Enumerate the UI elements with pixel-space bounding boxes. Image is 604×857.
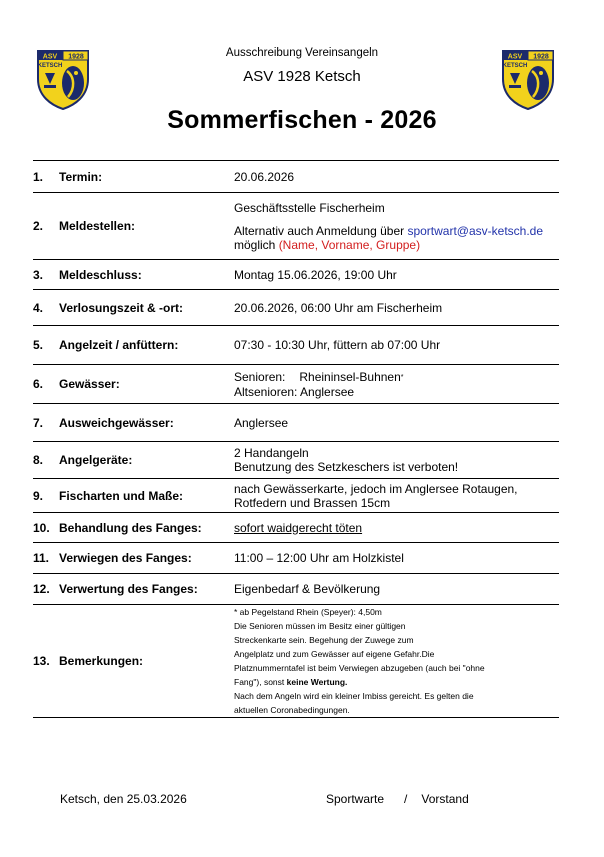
row-label: Angelzeit / anfüttern: bbox=[59, 326, 234, 365]
row-number: 11. bbox=[33, 543, 59, 574]
row-number: 6. bbox=[33, 365, 59, 404]
page-title: Sommerfischen - 2026 bbox=[167, 106, 437, 134]
gear-line: 2 Handangeln bbox=[234, 446, 309, 460]
row-number: 3. bbox=[33, 260, 59, 290]
row-label: Gewässer: bbox=[59, 365, 234, 404]
row-number: 10. bbox=[33, 513, 59, 543]
row-label: Verlosungszeit & -ort: bbox=[59, 290, 234, 326]
registration-office: Geschäftsstelle Fischerheim bbox=[234, 200, 385, 215]
gear-rule: Benutzung des Setzkeschers ist verboten! bbox=[234, 460, 459, 474]
row-label: Bemerkungen: bbox=[59, 605, 234, 718]
email-link[interactable]: sportwart@asv-ketsch.de bbox=[407, 223, 544, 238]
table-row bbox=[33, 574, 559, 605]
remarks-text: * ab Pegelstand Rhein (Speyer): 4,50m Die Senioren müssen im Besitz einer gültigen Streckenkarte sein. Begehung der Zuwege zum Angelplatz und zum Gewässer auf eigene Gefahr.Die Platznummerntafel ist beim Verwiegen abzugeben (auch bei "ohne Fang"), sonst keine Wertung. Nach dem Angeln wird ein kleiner Imbiss gereicht. Es gelten die aktuellen Coronabedingungen. bbox=[234, 605, 559, 718]
table-row bbox=[33, 365, 559, 404]
table-row bbox=[33, 442, 559, 479]
table-row bbox=[33, 161, 559, 193]
row-value: 11:00 – 12:00 Uhr am Holzkistel bbox=[234, 543, 559, 574]
species-line: nach Gewässerkarte, jedoch im Anglersee Rotaugen, bbox=[234, 481, 518, 496]
row-value bbox=[234, 365, 559, 404]
required-info: (Name, Vorname, Gruppe) bbox=[278, 237, 421, 252]
place-date: Ketsch, den 25.03.2026 bbox=[60, 792, 187, 806]
svg-text:ASV: ASV bbox=[507, 53, 523, 61]
table-row bbox=[33, 513, 559, 543]
table-row bbox=[33, 193, 559, 260]
table-row bbox=[33, 326, 559, 365]
row-number: 12. bbox=[33, 574, 59, 605]
table-row bbox=[33, 260, 559, 290]
table-row bbox=[33, 543, 559, 574]
row-label: Verwertung des Fanges: bbox=[59, 574, 234, 605]
svg-text:ASV: ASV bbox=[42, 53, 58, 61]
row-label: Behandlung des Fanges: bbox=[59, 513, 234, 543]
row-value: 07:30 - 10:30 Uhr, füttern ab 07:00 Uhr bbox=[234, 326, 559, 365]
row-number: 13. bbox=[33, 605, 59, 718]
registration-note: möglich (Name, Vorname, Gruppe) bbox=[234, 237, 421, 252]
announcement-subtitle: Ausschreibung Vereinsangeln bbox=[225, 47, 379, 59]
row-label: Fischarten und Maße: bbox=[59, 479, 234, 513]
row-value: Montag 15.06.2026, 19:00 Uhr bbox=[234, 260, 559, 290]
svg-text:1928: 1928 bbox=[533, 53, 549, 61]
row-number: 4. bbox=[33, 290, 59, 326]
club-name: ASV 1928 Ketsch bbox=[243, 68, 361, 85]
row-label: Verwiegen des Fanges: bbox=[59, 543, 234, 574]
row-number: 2. bbox=[33, 193, 59, 260]
registration-alternative: Alternativ auch Anmeldung über sportwart@asv-ketsch.de bbox=[234, 223, 544, 238]
table-row bbox=[33, 290, 559, 326]
row-value bbox=[234, 479, 559, 513]
row-value: sofort waidgerecht töten bbox=[234, 513, 559, 543]
row-label: Angelgeräte: bbox=[59, 442, 234, 479]
svg-text:1928: 1928 bbox=[68, 53, 84, 61]
row-number: 8. bbox=[33, 442, 59, 479]
row-label: Termin: bbox=[59, 161, 234, 193]
water-elder-seniors: Altsenioren: Anglersee bbox=[234, 384, 355, 399]
row-label: Meldeschluss: bbox=[59, 260, 234, 290]
row-value bbox=[234, 193, 559, 260]
row-value: 20.06.2026 bbox=[234, 161, 559, 193]
event-details-table bbox=[33, 160, 559, 718]
water-seniors: Senioren: Rheininsel-Buhnen* bbox=[234, 369, 404, 384]
table-row bbox=[33, 479, 559, 513]
row-number: 1. bbox=[33, 161, 59, 193]
row-number: 9. bbox=[33, 479, 59, 513]
row-value bbox=[234, 442, 559, 479]
row-value: Anglersee bbox=[234, 404, 559, 442]
svg-text:KETSCH: KETSCH bbox=[37, 63, 63, 69]
table-row bbox=[33, 605, 559, 718]
signatures: Sportwarte / Vorstand bbox=[326, 792, 469, 806]
row-number: 7. bbox=[33, 404, 59, 442]
row-value: Eigenbedarf & Bevölkerung bbox=[234, 574, 559, 605]
row-value: 20.06.2026, 06:00 Uhr am Fischerheim bbox=[234, 290, 559, 326]
row-label: Meldestellen: bbox=[59, 193, 234, 260]
species-line: Rotfedern und Brassen 15cm bbox=[234, 495, 391, 510]
row-label: Ausweichgewässer: bbox=[59, 404, 234, 442]
row-number: 5. bbox=[33, 326, 59, 365]
table-row bbox=[33, 404, 559, 442]
svg-text:KETSCH: KETSCH bbox=[502, 63, 528, 69]
